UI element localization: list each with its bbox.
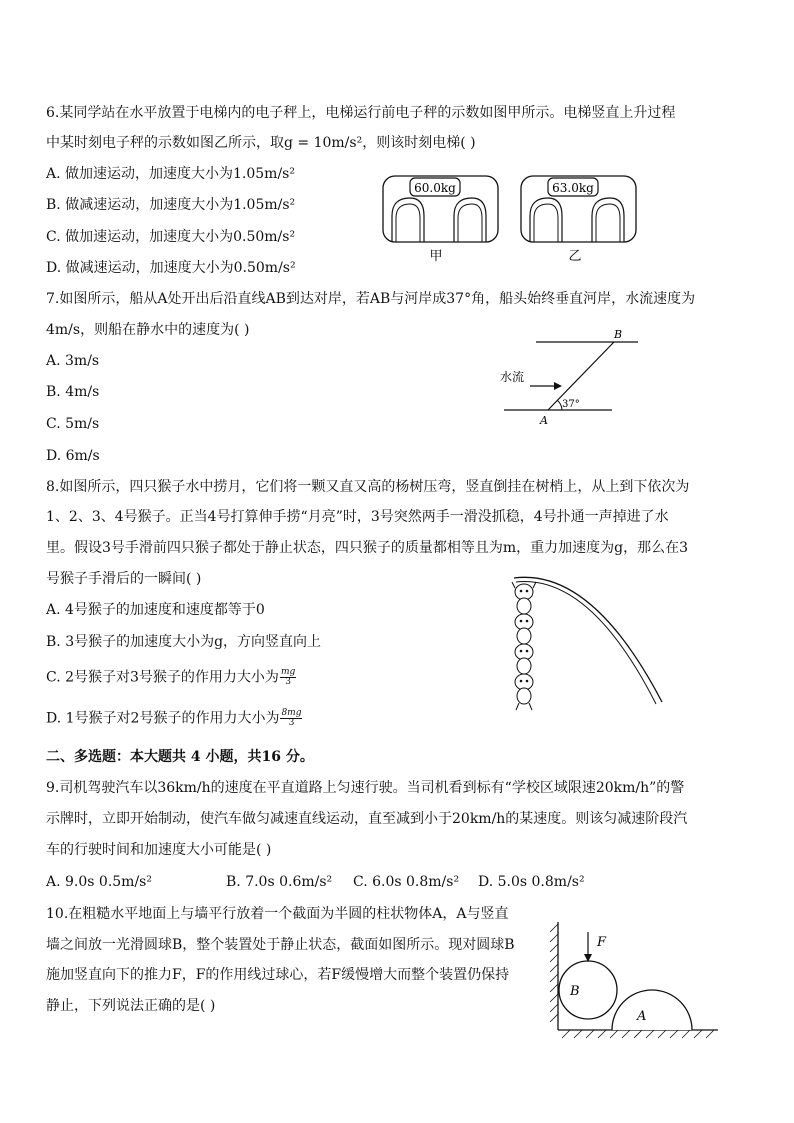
frac-c-numerator: mg [280, 667, 296, 677]
flow-arrow-head [554, 382, 562, 390]
q6-scale-figure [378, 168, 642, 268]
q6-stem-line2: 中某时刻电子秤的示数如图乙所示，取g = 10m/s²，则该时刻电梯( ) [46, 135, 476, 151]
point-b-label: B [614, 328, 623, 341]
ball-b-label: B [570, 984, 580, 999]
q8-option-b[interactable]: B. 3号猴子的加速度大小为g，方向竖直向上 [46, 634, 322, 650]
q7-stem-line1: 7.如图所示，船从A处开出后沿直线AB到达对岸，若AB与河岸成37°角，船头始终垂直河岸，水流速度为 [46, 291, 696, 307]
q8-option-c-text: C. 2号猴子对3号猴子的作用力大小为 [46, 669, 279, 686]
semicylinder-a-label: A [637, 1009, 647, 1024]
q10-stem-line2: 墙之间放一光滑圆球B，整个装置处于静止状态，截面如图所示。现对圆球B [46, 937, 515, 953]
q10-wall-figure [548, 918, 720, 1040]
q9-option-c[interactable]: C. 6.0s 0.8m/s² [353, 874, 460, 890]
force-label: F [597, 935, 607, 950]
frac-c-denominator: 3 [285, 677, 291, 687]
q8-stem-line3: 里。假设3号手滑前四只猴子都处于静止状态，四只猴子的质量都相等且为m，重力加速度为g，那么在3 [46, 540, 689, 556]
q8-option-d[interactable] [46, 709, 302, 728]
ball-b [559, 961, 617, 1019]
q8-option-d-text: D. 1号猴子对2号猴子的作用力大小为 [46, 710, 280, 727]
q7-option-c[interactable]: C. 5m/s [46, 416, 100, 432]
scale-yi-label: 乙 [568, 249, 582, 264]
q9-stem-line3: 车的行驶时间和加速度大小可能是( ) [46, 842, 272, 858]
monkey-4-icon [515, 674, 533, 710]
q10-stem-line4: 静止，下列说法正确的是( ) [46, 998, 216, 1014]
monkey-2-icon [515, 614, 533, 644]
point-a-label: A [540, 414, 548, 427]
q8-option-c-fraction [280, 668, 296, 687]
q9-option-a[interactable]: A. 9.0s 0.5m/s² [46, 874, 152, 890]
q7-river-figure [496, 326, 646, 430]
q8-option-c[interactable] [46, 668, 296, 687]
path-ab [548, 342, 614, 410]
frac-d-numerator: 8mg [281, 708, 302, 718]
monkey-3-icon [515, 644, 533, 674]
q7-option-d[interactable]: D. 6m/s [46, 448, 100, 464]
tree-trunk-outer [514, 577, 662, 702]
q9-stem-line1: 9.司机驾驶汽车以36km/h的速度在平直道路上匀速行驶。当司机看到标有“学校区域限速20km/h”的警 [46, 780, 685, 796]
q8-stem-line2: 1、2、3、4号猴子。正当4号打算伸手捞“月亮”时，3号突然两手一滑没抓稳，4号扑通一声掉进了水 [46, 509, 669, 525]
flow-label: 水流 [500, 370, 525, 384]
q10-stem-line3: 施加竖直向下的推力F，F的作用线过球心，若F缓慢增大而整个装置仍保持 [46, 967, 510, 983]
q7-option-b[interactable]: B. 4m/s [46, 384, 100, 400]
q8-stem-line1: 8.如图所示，四只猴子水中捞月，它们将一颗又直又高的杨树压弯，竖直倒挂在树梢上，从上到下依次为 [46, 479, 690, 495]
q8-option-d-fraction [280, 709, 302, 728]
scale-yi-reading: 63.0kg [552, 181, 594, 195]
q8-monkey-figure [502, 570, 672, 712]
q7-option-a[interactable]: A. 3m/s [46, 353, 100, 369]
scale-jia-reading: 60.0kg [414, 181, 456, 195]
frac-d-denominator: 3 [288, 718, 295, 728]
ground-hatching [562, 1030, 714, 1038]
q9-stem-line2: 示牌时，立即开始制动，使汽车做匀减速直线运动，直至减到小于20km/h的某速度。则该匀减速阶段汽 [46, 811, 688, 827]
semicylinder-a [612, 990, 692, 1030]
q8-option-a[interactable]: A. 4号猴子的加速度和速度都等于0 [46, 602, 265, 618]
q8-stem-line4: 号猴子手滑后的一瞬间( ) [46, 571, 202, 587]
q7-stem-line2: 4m/s，则船在静水中的速度为( ) [46, 322, 250, 338]
q9-option-d[interactable]: D. 5.0s 0.8m/s² [478, 874, 585, 890]
tree-trunk-inner [516, 582, 656, 704]
section-2-heading: 二、多选题：本大题共 4 小题，共16 分。 [46, 749, 314, 765]
scale-jia-label: 甲 [429, 249, 443, 264]
q10-stem-line1: 10.在粗糙水平地面上与墙平行放着一个截面为半圆的柱状物体A，A与竖直 [46, 906, 509, 922]
q6-option-b[interactable]: B. 做减速运动，加速度大小为1.05m/s² [46, 197, 296, 213]
q6-option-a[interactable]: A. 做加速运动，加速度大小为1.05m/s² [46, 166, 295, 182]
q6-option-c[interactable]: C. 做加速运动，加速度大小为0.50m/s² [46, 229, 296, 245]
angle-label: 37° [562, 399, 580, 410]
wall-hatching [550, 924, 558, 1022]
q6-option-d[interactable]: D. 做减速运动，加速度大小为0.50m/s² [46, 260, 296, 276]
monkey-1-icon [512, 582, 536, 614]
q6-stem-line1: 6.某同学站在水平放置于电梯内的电子秤上，电梯运行前电子秤的示数如图甲所示。电梯竖直上升过程 [46, 105, 676, 121]
q9-option-b[interactable]: B. 7.0s 0.6m/s² [226, 874, 333, 890]
